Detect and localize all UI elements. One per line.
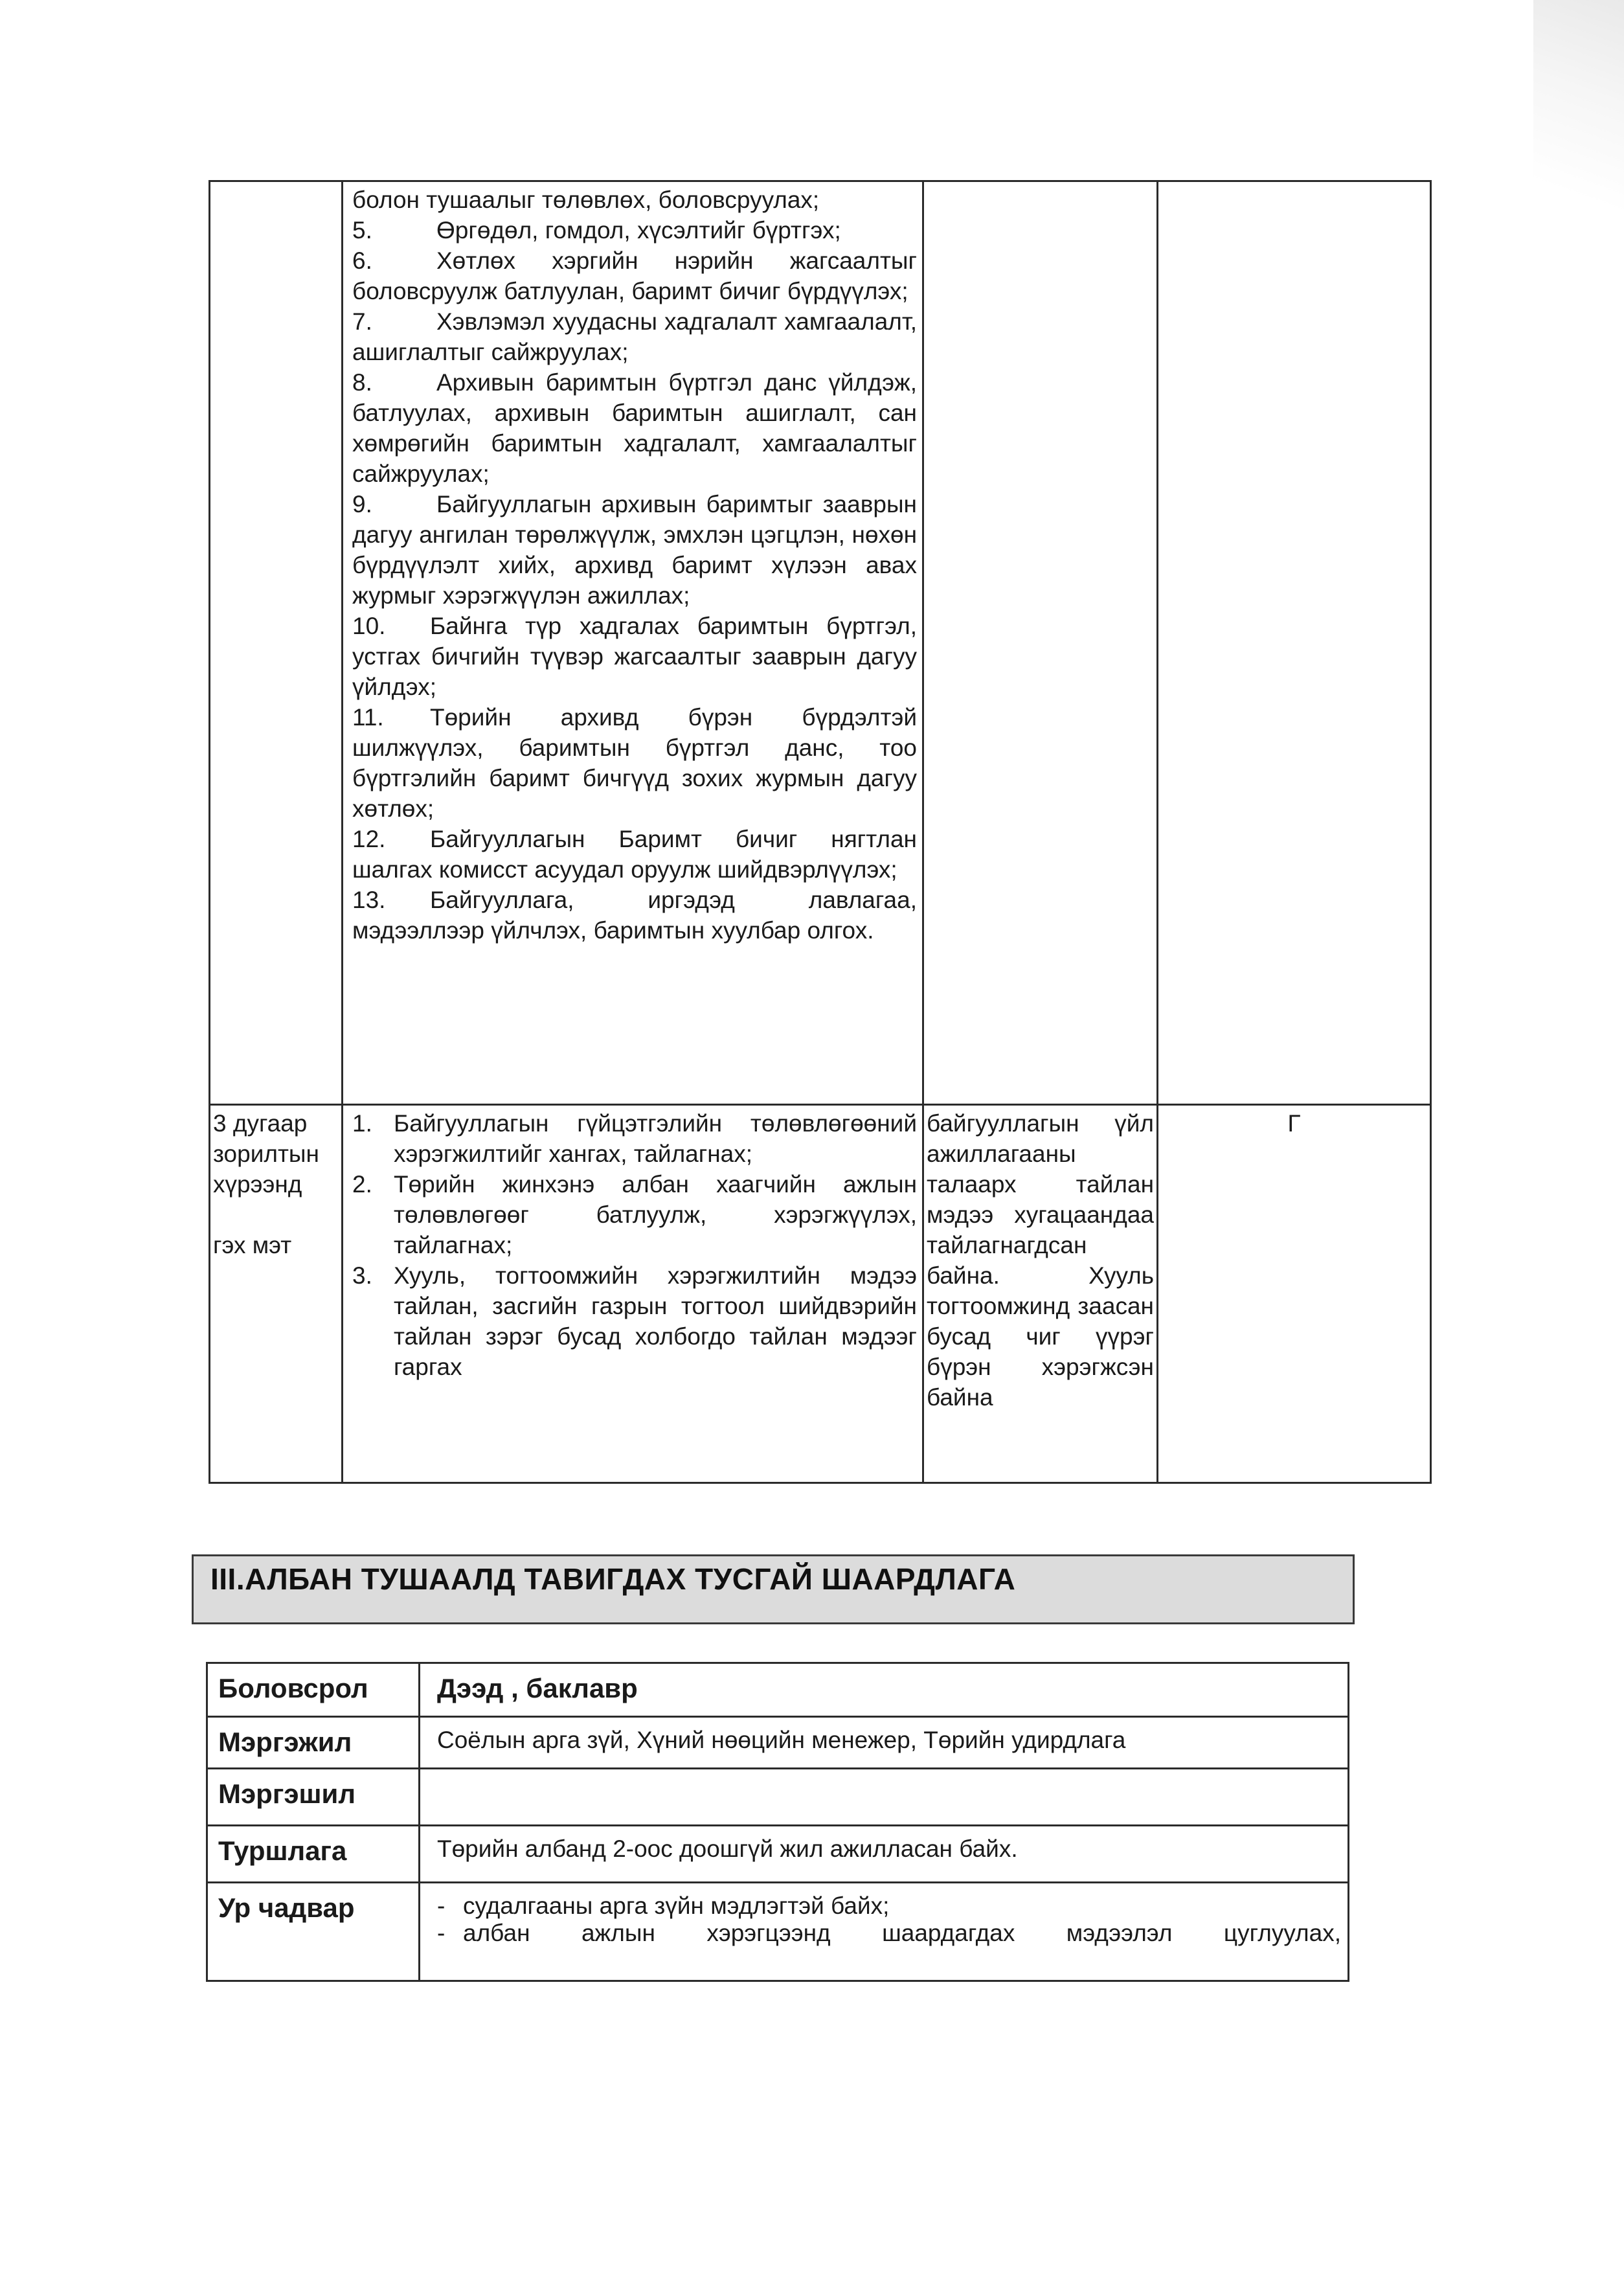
requirement-label: Ур чадвар	[207, 1883, 420, 1981]
requirement-value	[420, 1769, 1349, 1826]
requirement-row-skills	[207, 1883, 1349, 1981]
goal-cell-empty	[210, 181, 343, 1105]
task-item: 11. Төрийн архивд бүрэн бүрдэлтэй шилжүүлэх, баримтын бүртгэл данс, тоо бүртгэлийн баримт бичгүүд зохих журмын дагуу хөтлөх;	[352, 704, 917, 822]
requirement-row-education	[207, 1663, 1349, 1717]
result-cell-empty	[923, 181, 1158, 1105]
task-list-item: 2. Төрийн жинхэнэ албан хаагчийн ажлын төлөвлөгөөг батлуулж, хэрэгжүүлэх, тайлагнах;	[352, 1171, 917, 1258]
requirement-row-qualification	[207, 1769, 1349, 1826]
requirement-value: Соёлын арга зүй, Хүний нөөцийн менежер, Төрийн удирдлага	[420, 1717, 1349, 1769]
expected-result: байгууллагын үйл ажиллагааны талаарх тайлан мэдээ хугацаандаа тайлагнагдсан байна. Хууль тогтоомжинд заасан бусад чиг үүрэг бүрэн хэрэгжсэн байна	[927, 1110, 1154, 1411]
requirement-value: Төрийн албанд 2-оос доошгүй жил ажилласан байх.	[420, 1826, 1349, 1883]
task-item: 10. Байнга түр хадгалах баримтын бүртгэл, устгах бичгийн түүвэр жагсаалтыг зааврын дагуу үйлдэх;	[352, 613, 917, 700]
task-list-item: 3. Хууль, тогтоомжийн хэрэгжилтийн мэдээ тайлан, засгийн газрын тогтоол шийдвэрийн тайлан зэрэг бусад холбогдо тайлан мэдээг гаргах	[352, 1262, 917, 1380]
task-list-item: 1. Байгууллагын гүйцэтгэлийн төлөвлөгөөний хэрэгжилтийг хангах, тайлагнах;	[352, 1110, 917, 1167]
duties-row-goal-3	[210, 1105, 1431, 1483]
task-item: 6. Хөтлөх хэргийн нэрийн жагсаалтыг боловсруулж батлуулан, баримт бичиг бүрдүүлэх;	[352, 247, 917, 304]
requirement-label: Мэргэшил	[207, 1769, 420, 1826]
tasks-cell	[343, 1105, 923, 1483]
task-item: 9. Байгууллагын архивын баримтыг зааврын дагуу ангилан төрөлжүүлж, эмхлэн цэгцлэн, нөхөн бүрдүүлэлт хийх, архивд баримт хүлээн авах журмыг хэрэгжүүлэн ажиллах;	[352, 491, 917, 609]
requirement-value	[420, 1883, 1349, 1981]
requirements-table	[206, 1662, 1349, 1982]
requirement-label: Мэргэжил	[207, 1717, 420, 1769]
requirement-label: Туршлага	[207, 1826, 420, 1883]
task-list	[352, 1108, 917, 1382]
duties-row-continued	[210, 181, 1431, 1105]
section-header	[192, 1554, 1355, 1624]
task-item: болон тушаалыг төлөвлөх, боловсруулах;	[352, 187, 820, 213]
goal-line: зорилтын	[213, 1141, 319, 1167]
evaluation-mark: Г	[1287, 1110, 1301, 1137]
tasks-cell	[343, 181, 923, 1105]
skill-item: - судалгааны арга зүйн мэдлэгтэй байх;	[437, 1892, 890, 1919]
requirement-row-profession	[207, 1717, 1349, 1769]
goal-suffix: гэх мэт	[213, 1232, 292, 1258]
mark-cell-empty	[1158, 181, 1431, 1105]
goal-cell	[210, 1105, 343, 1483]
requirement-label: Боловсрол	[207, 1663, 420, 1717]
goal-line: 3 дугаар	[213, 1110, 308, 1137]
skill-item: - албан ажлын хэрэгцээнд шаардагдах мэдээлэл цуглуулах,	[437, 1920, 1341, 1946]
scanned-page-edge	[1533, 0, 1624, 272]
duties-table	[209, 180, 1432, 1484]
task-item: 5. Өргөдөл, гомдол, хүсэлтийг бүртгэх;	[352, 217, 841, 244]
section-title: III.АЛБАН ТУШААЛД ТАВИГДАХ ТУСГАЙ ШААРДЛАГА	[210, 1562, 1016, 1596]
task-item: 12. Байгууллагын Баримт бичиг нягтлан шалгах комисст асуудал оруулж шийдвэрлүүлэх;	[352, 826, 917, 883]
task-item: 7. Хэвлэмэл хуудасны хадгалалт хамгаалалт, ашиглалтыг сайжруулах;	[352, 308, 917, 365]
task-item: 13. Байгууллага, иргэдэд лавлагаа, мэдээллээр үйлчлэх, баримтын хуулбар олгох.	[352, 887, 917, 944]
mark-cell	[1158, 1105, 1431, 1483]
goal-line: хүрээнд	[213, 1171, 302, 1198]
requirement-row-experience	[207, 1826, 1349, 1883]
result-cell	[923, 1105, 1158, 1483]
task-item: 8. Архивын баримтын бүртгэл данс үйлдэж, батлуулах, архивын баримтын ашиглалт, сан хөмрөгийн баримтын хадгалалт, хамгаалалтыг сайжруулах;	[352, 369, 917, 487]
requirement-value: Дээд , баклавр	[420, 1663, 1349, 1717]
